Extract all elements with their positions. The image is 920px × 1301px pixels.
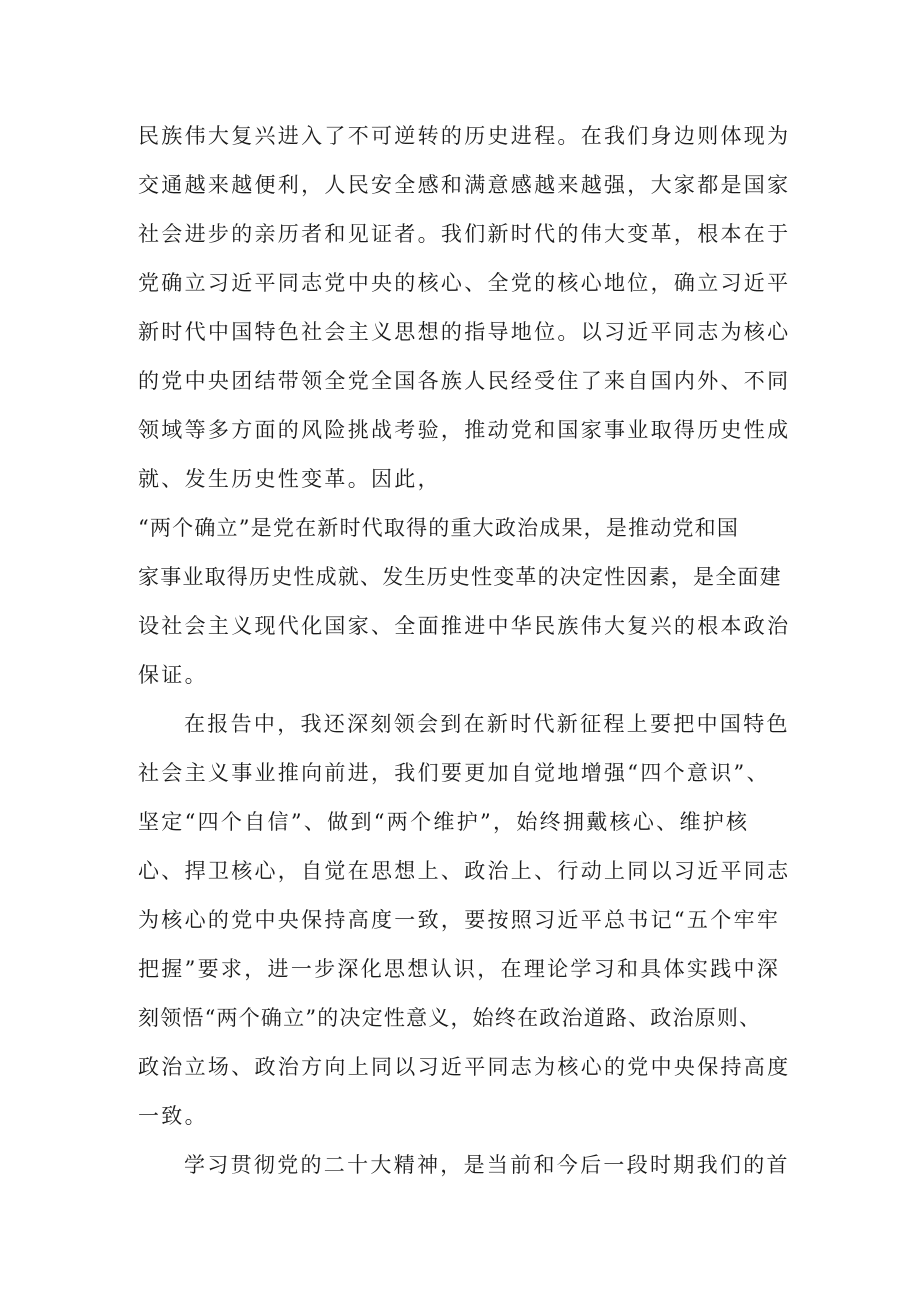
text-line: 就、发生历史性变革。因此， (138, 467, 441, 491)
text-line: 社会进步的亲历者和见证者。我们新时代的伟大变革，根本在于 (138, 222, 791, 246)
text-line: 政治立场、政治方向上同以习近平同志为核心的党中央保持高度 (138, 1055, 791, 1079)
text-line: 设社会主义现代化国家、全面推进中华民族伟大复兴的根本政治 (138, 614, 791, 638)
text-line: 家事业取得历史性成就、发生历史性变革的决定性因素，是全面建 (138, 565, 782, 589)
text-line: 社会主义事业推向前进，我们要更加自觉地增强“四个意识”、 (138, 761, 770, 785)
text-line: 为核心的党中央保持高度一致，要按照习近平总书记“五个牢牢 (138, 908, 781, 932)
body-text (138, 112, 838, 1190)
paragraph-start-line: 学习贯彻党的二十大精神，是当前和今后一段时期我们的首 (184, 1153, 790, 1177)
text-line: 领域等多方面的风险挑战考验，推动党和国家事业取得历史性成 (138, 418, 791, 442)
text-line: 党确立习近平同志党中央的核心、全党的核心地位，确立习近平 (138, 271, 791, 295)
text-line: 把握”要求，进一步深化思想认识，在理论学习和具体实践中深 (138, 957, 781, 981)
text-line: 交通越来越便利，人民安全感和满意感越来越强，大家都是国家 (138, 173, 791, 197)
text-line: 民族伟大复兴进入了不可逆转的历史进程。在我们身边则体现为 (138, 124, 791, 148)
text-line: 坚定“四个自信”、做到“两个维护”，始终拥戴核心、维护核 (138, 810, 750, 834)
paragraph-start-line: 在报告中，我还深刻领会到在新时代新征程上要把中国特色 (184, 712, 790, 736)
text-line: 保证。 (138, 663, 208, 687)
text-line: 一致。 (138, 1104, 208, 1128)
text-line: 刻领悟“两个确立”的决定性意义，始终在政治道路、政治原则、 (138, 1006, 762, 1030)
text-line: 新时代中国特色社会主义思想的指导地位。以习近平同志为核心 (138, 320, 791, 344)
text-line: 心、捍卫核心，自觉在思想上、政治上、行动上同以习近平同志 (138, 859, 791, 883)
text-line: “两个确立”是党在新时代取得的重大政治成果，是推动党和国 (138, 516, 740, 540)
text-line: 的党中央团结带领全党全国各族人民经受住了来自国内外、不同 (138, 369, 791, 393)
